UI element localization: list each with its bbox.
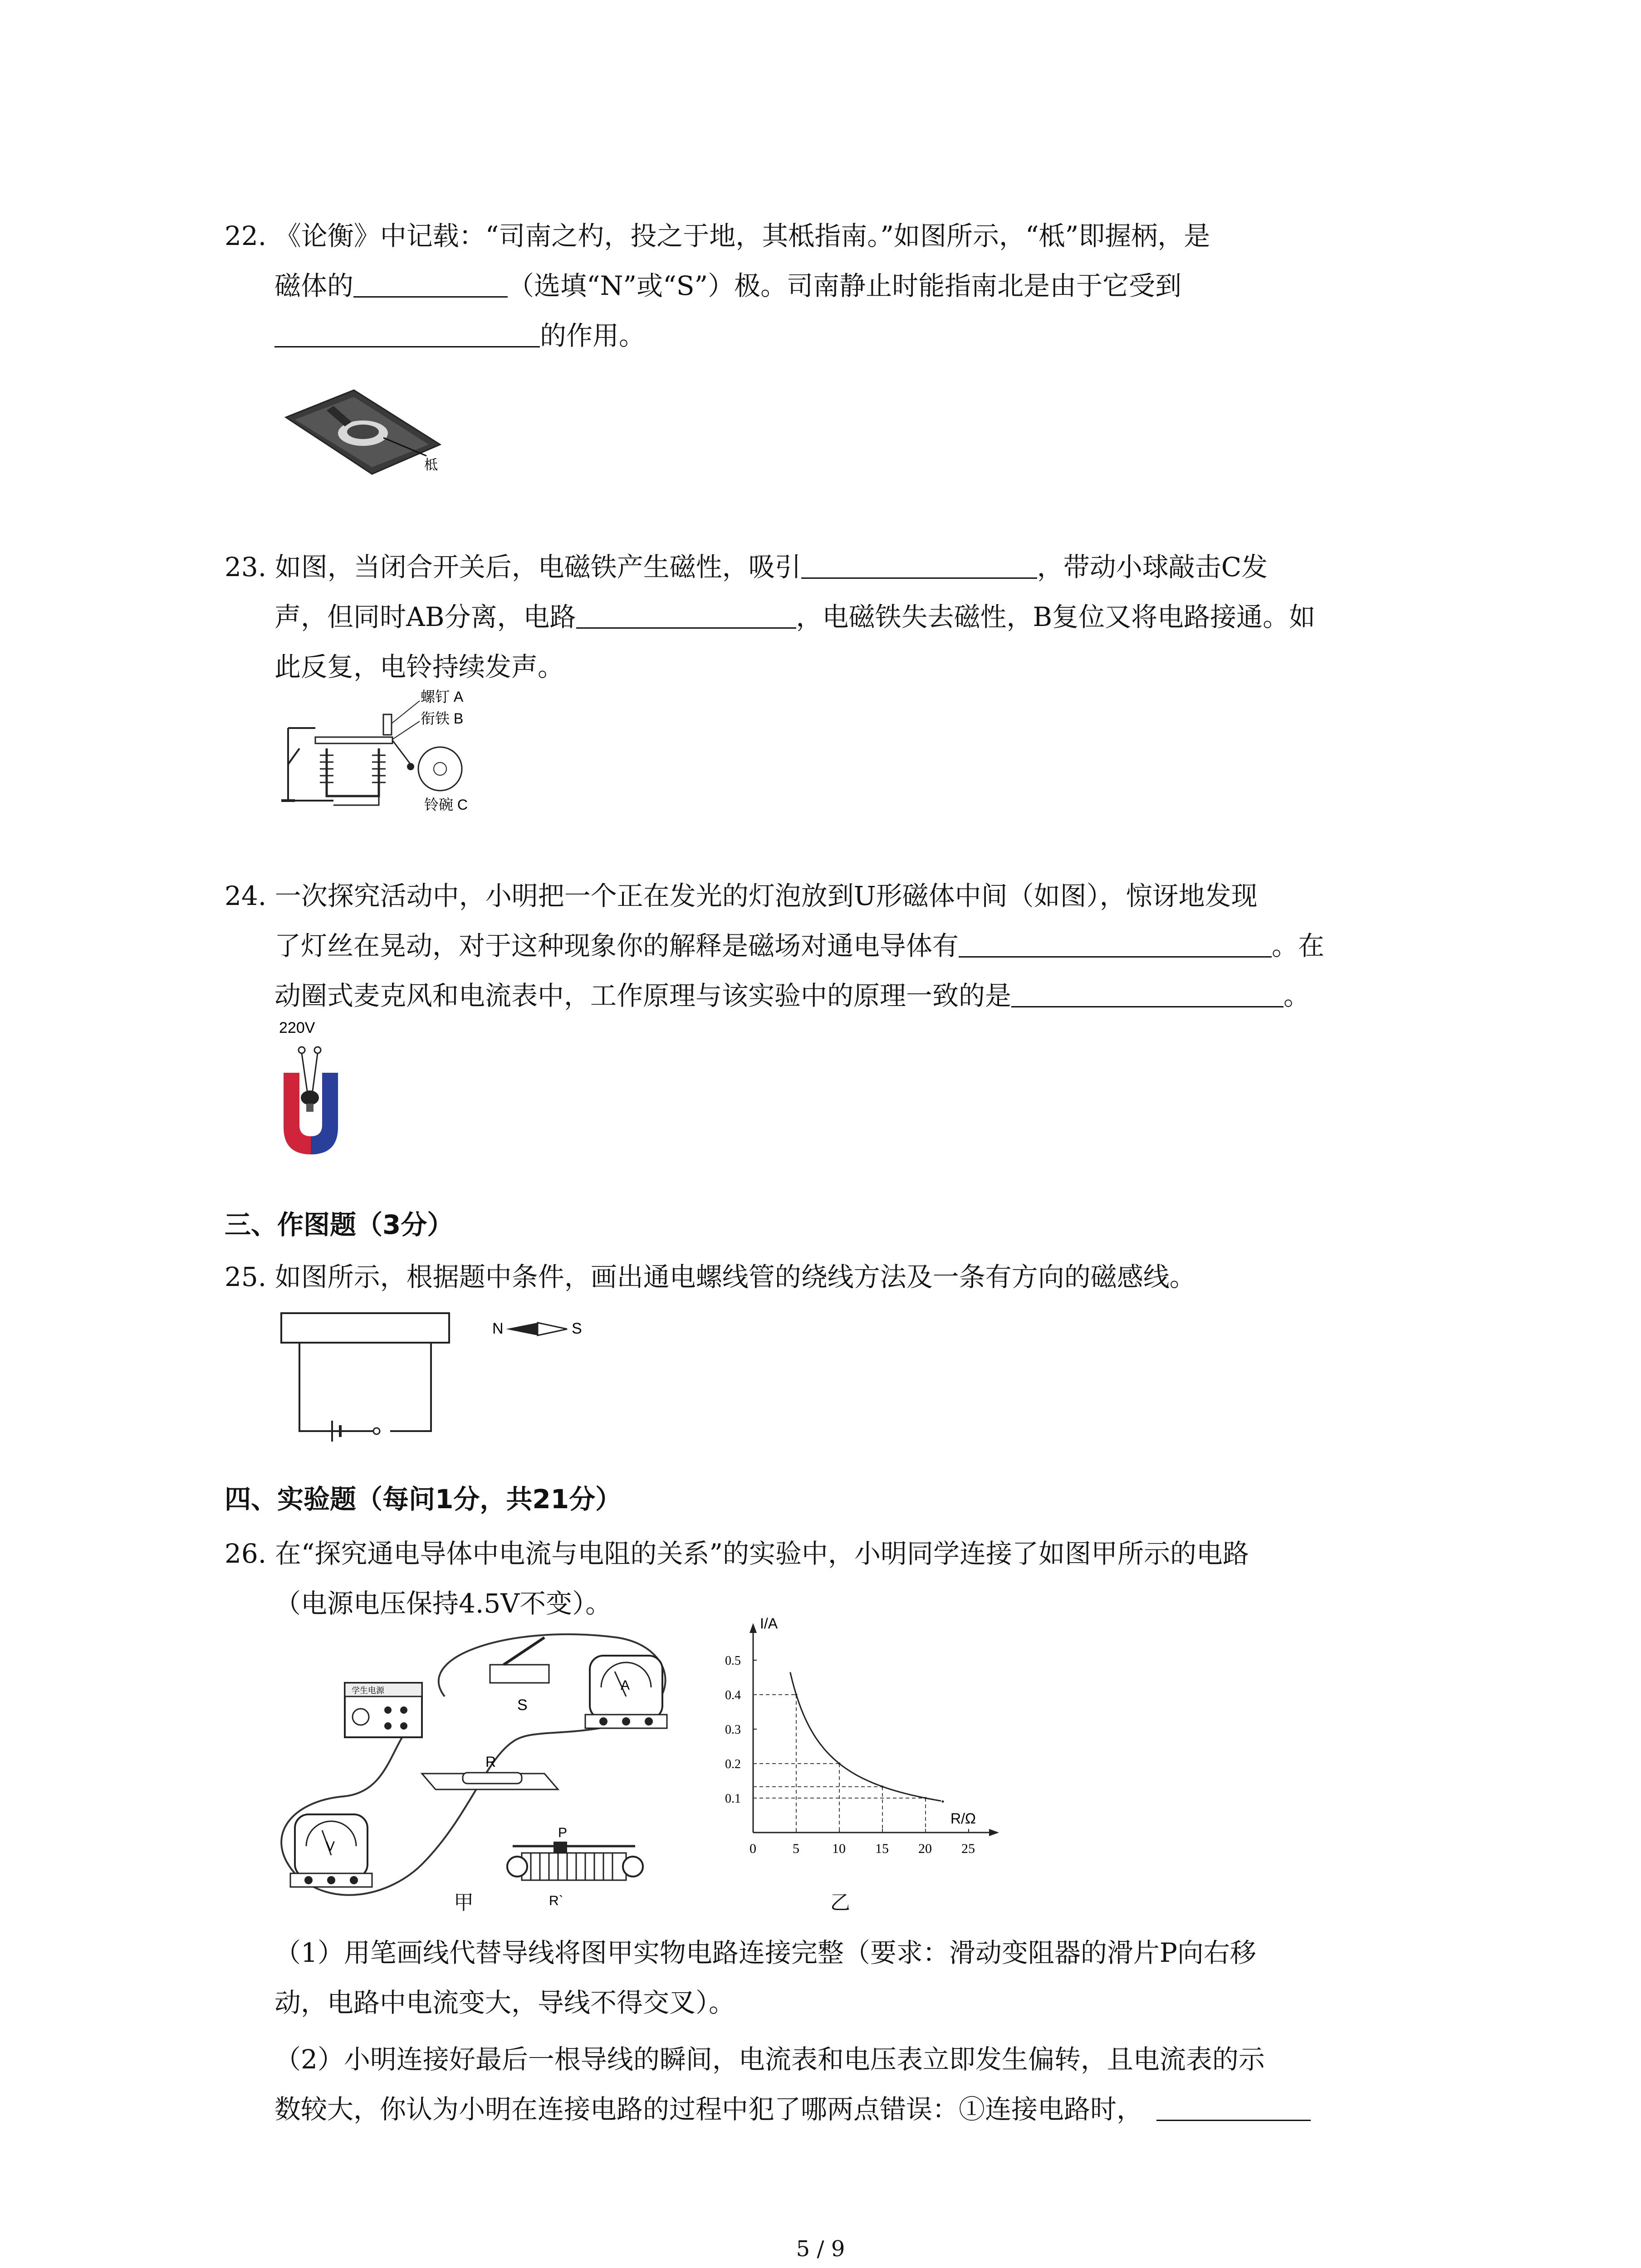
voltmeter-v [290,1814,372,1887]
lamp-terminal-right [314,1047,321,1053]
q24-line-1 [225,878,1258,914]
page-number: 5 / 9 [796,2236,845,2262]
bell-label-armature: 衔铁 B [421,710,464,727]
circuit-figure-jia [277,1628,708,1923]
x-tick-label: 25 [961,1841,975,1856]
data-point [942,1800,944,1803]
bell-label-gong: 铃碗 C [424,797,468,813]
q24-text-3b: 。 [1283,980,1310,1011]
q24-text-2b: 。在 [1272,930,1325,961]
u-magnet-lamp-figure [274,1018,374,1168]
y-tick-label: 0.5 [725,1654,741,1668]
q23-blank-1[interactable] [801,550,1037,579]
rheostat-label: R` [549,1893,563,1908]
q22-text-1: 《论衡》中记载：“司南之杓，投之于地，其柢指南。”如图所示，“柢”即握柄，是 [274,220,1210,251]
lamp-voltage-label: 220V [279,1019,315,1036]
power-supply [345,1683,422,1737]
sinan-compass-figure [277,376,485,481]
bell-armature-pointer [392,721,420,739]
bell-wire-bottom [333,796,379,805]
compass-needle-n [506,1323,538,1335]
bell-gong-center [434,763,446,775]
q22-blank-2[interactable] [274,319,540,347]
q26-line-2 [274,1585,612,1622]
magnet-blue-pole [311,1073,338,1154]
lamp-bulb [301,1090,319,1105]
series-line [790,1672,941,1801]
y-tick-label: 0.4 [725,1688,741,1702]
bell-hammer-arm [392,740,411,764]
voltmeter-label: V [326,1839,335,1854]
q22-text-2b: （选填“N”或“S”）极。司南静止时能指南北是由于它受到 [508,270,1182,301]
q26-blank-1[interactable] [1156,2092,1311,2121]
q25-line-1 [225,1259,1196,1295]
rheostat [507,1825,643,1908]
q24-text-1: 一次探究活动中，小明把一个正在发光的灯泡放到U形磁体中间（如图），惊讶地发现 [274,880,1258,911]
q24-line-3 [274,978,1310,1014]
data-point [882,1785,884,1788]
q26-sub2-line-1: （2）小明连接好最后一根导线的瞬间，电流表和电压表立即发生偏转，且电流表的示 [274,2044,1265,2075]
resistor-label: R [485,1754,496,1770]
ammeter-a [585,1656,667,1728]
ir-chart [721,1615,1016,1869]
chart-y-arrow [749,1623,757,1633]
q24-blank-1[interactable] [959,929,1272,958]
data-point [925,1797,927,1799]
q24-line-2 [274,928,1324,964]
figure-jia-caption: 甲 [454,1891,474,1914]
q24-blank-2[interactable] [1011,979,1283,1007]
bell-armature [315,737,392,743]
chart-marks [725,1654,975,1856]
solenoid-wire-right [390,1343,431,1431]
q22-text-2a: 磁体的 [274,270,354,301]
q23-text-1a: 如图，当闭合开关后，电磁铁产生磁性，吸引 [274,552,801,582]
sinan-handle-label: 柢 [424,458,438,473]
q26-line-1 [225,1535,1249,1572]
q23-text-2a: 声，但同时AB分离，电路 [274,601,576,632]
solenoid-tube [281,1313,449,1343]
bell-screw [383,714,392,735]
compass-label-n: N [492,1320,504,1337]
q22-blank-1[interactable] [353,269,508,298]
lamp-wire-right [313,1053,318,1091]
q26-text-2: （电源电压保持4.5V不变）。 [274,1588,612,1619]
figure-yi-caption: 乙 [830,1891,850,1914]
slider-label: P [558,1825,568,1840]
y-tick-label: 0.1 [725,1792,741,1806]
ammeter-label: A [621,1678,630,1693]
switch-s [490,1637,549,1714]
bell-hammer-ball [407,763,414,770]
bell-screw-pointer [392,701,420,723]
q26-number: 26. [225,1538,267,1569]
section-3-title: 三、作图题（3分） [225,1209,454,1240]
q24-text-2a: 了灯丝在晃动，对于这种现象你的解释是磁场对通电导体有 [274,930,959,961]
switch-label: S [517,1696,528,1714]
q23-number: 23. [225,552,267,582]
q23-text-2b: ，电磁铁失去磁性，B复位又将电路接通。如 [796,601,1316,632]
solenoid-figure [277,1306,622,1452]
section-4-title: 四、实验题（每问1分，共21分） [225,1484,622,1515]
q22-line-2 [274,268,1181,304]
lamp-base [306,1104,314,1112]
q22-line-3 [274,318,645,354]
data-point [795,1694,798,1696]
supply-label: 学生电源 [352,1686,384,1695]
x-tick-label: 10 [832,1841,846,1856]
q26-sub2-text-2: 数较大，你认为小明在连接电路的过程中犯了哪两点错误：①连接电路时， [274,2094,1143,2125]
y-tick-label: 0.2 [725,1757,741,1771]
compass-label-s: S [572,1320,582,1337]
q26-text-1: 在“探究通电导体中电流与电阻的关系”的实验中，小明同学连接了如图甲所示的电路 [274,1538,1249,1569]
chart-xlabel: R/Ω [950,1810,976,1827]
x-tick-label: 15 [875,1841,889,1856]
lamp-terminal-left [299,1047,305,1053]
sinan-spoon-shadow [347,425,379,439]
q23-blank-2[interactable] [576,600,796,629]
q22-number: 22. [225,220,267,251]
q25-number: 25. [225,1261,267,1292]
lamp-wire-left [302,1053,307,1091]
bell-coil [320,755,386,782]
solenoid-wire-left [299,1343,374,1431]
bell-u-core [327,748,379,796]
q23-text-1b: ，带动小球敲击C发 [1037,552,1268,582]
q24-text-3a: 动圈式麦克风和电流表中，工作原理与该实验中的原理一致的是 [274,980,1012,1011]
x-tick-label: 0 [749,1841,756,1856]
q25-text: 如图所示，根据题中条件，画出通电螺线管的绕线方法及一条有方向的磁感线。 [274,1261,1196,1292]
switch-contact [373,1428,380,1434]
q23-line-2 [274,599,1315,635]
chart-ylabel: I/A [760,1615,778,1632]
x-tick-label: 5 [793,1841,799,1856]
electric-bell-figure [274,687,492,819]
resistor-r [422,1754,558,1789]
chart-x-arrow [989,1829,999,1836]
bell-switch [288,748,299,764]
q23-line-3 [274,649,564,685]
q26-sub1-line-1: （1）用笔画线代替导线将图甲实物电路连接完整（要求：滑动变阻器的滑片P向右移 [274,1937,1256,1968]
q26-sub2-line-2 [274,2091,1311,2127]
q22-text-3b: 的作用。 [540,320,646,351]
compass-needle-s [538,1323,567,1335]
x-tick-label: 20 [918,1841,932,1856]
q26-sub1-line-2: 动，电路中电流变大，导线不得交叉）。 [274,1987,735,2018]
bell-label-screw: 螺钉 A [421,689,464,705]
q23-text-3: 此反复，电铃持续发声。 [274,651,564,682]
data-point [838,1763,841,1765]
q22-line-1 [225,218,1210,254]
q23-line-1 [225,549,1268,585]
q24-number: 24. [225,880,267,911]
y-tick-label: 0.3 [725,1723,741,1737]
